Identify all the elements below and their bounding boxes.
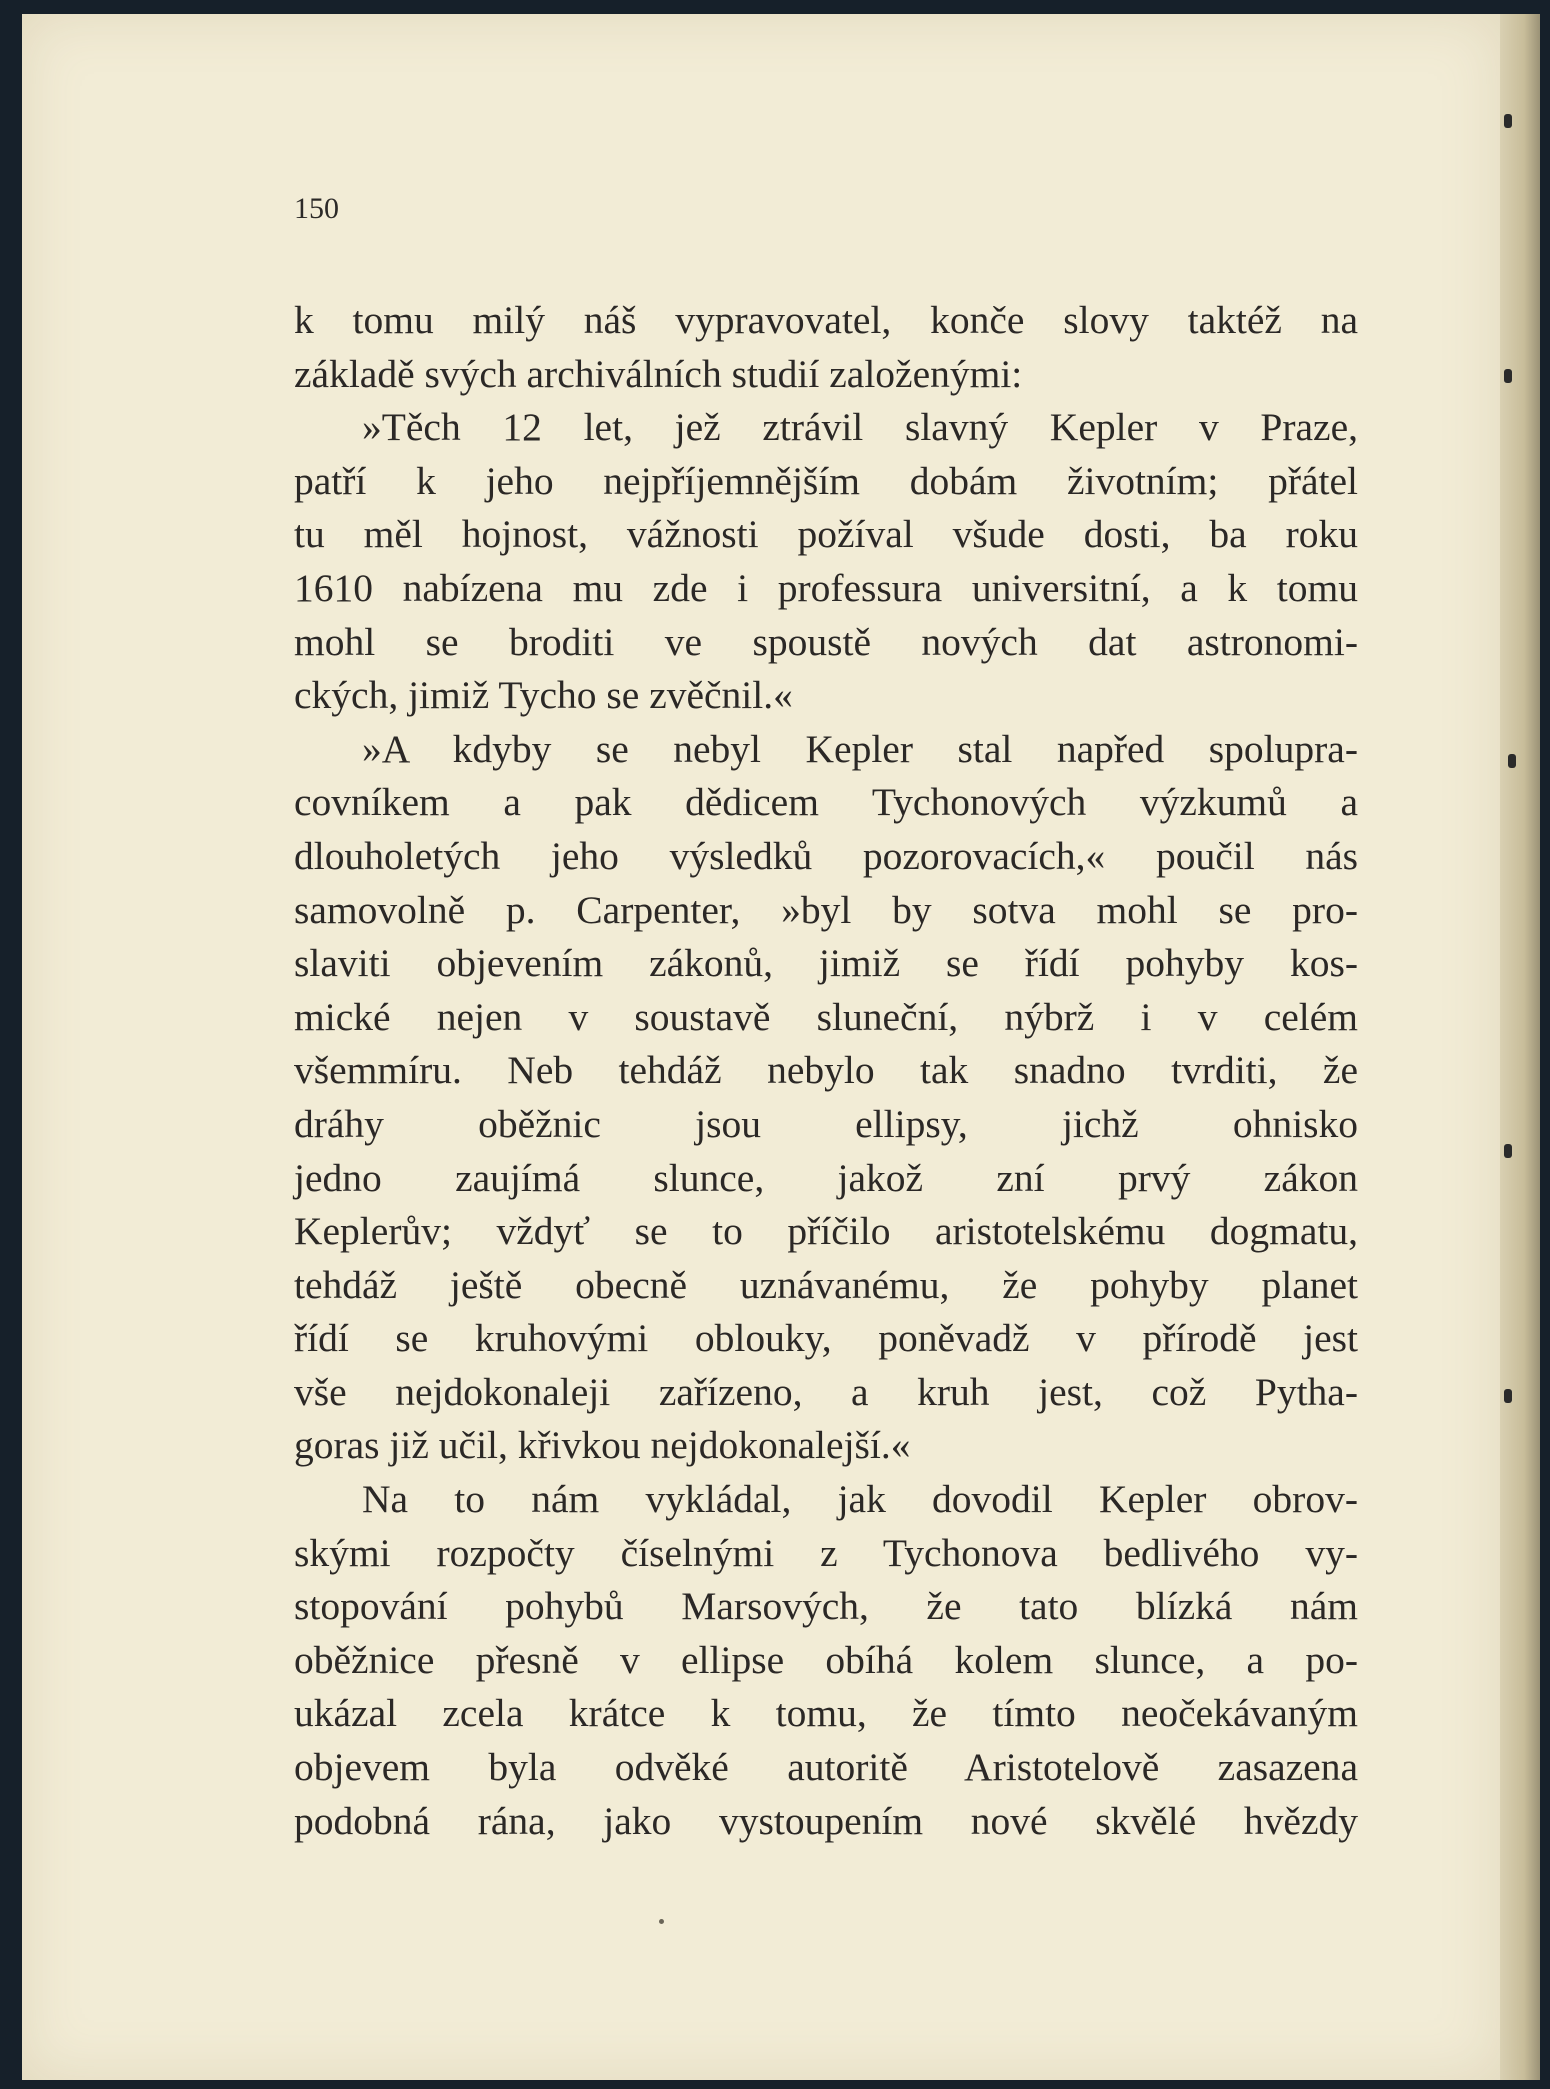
paper-speck: [659, 1919, 664, 1924]
text-line: vše nejdokonaleji zařízeno, a kruh jest, což Pytha-: [294, 1369, 1358, 1414]
text-line: oběžnice přesně v ellipse obíhá kolem slunce, a po-: [294, 1637, 1358, 1682]
text-line: covníkem a pak dědicem Tychonových výzkumů a: [294, 780, 1358, 825]
page-number: 150: [294, 192, 339, 225]
text-line: »Těch 12 let, jež ztrávil slavný Kepler v Praze,: [362, 405, 1358, 450]
edge-mark: [1504, 1389, 1512, 1403]
text-line: skými rozpočty číselnými z Tychonova bedlivého vy-: [294, 1530, 1358, 1575]
text-line: stopování pohybů Marsových, že tato blízká nám: [294, 1584, 1358, 1629]
text-line: ckých, jimiž Tycho se zvěčnil.«: [294, 673, 793, 718]
text-line: slaviti objevením zákonů, jimiž se řídí pohyby kos-: [294, 941, 1358, 986]
text-line: Keplerův; vždyť se to příčilo aristotelskému dogmatu,: [294, 1209, 1358, 1254]
edge-mark: [1508, 754, 1516, 768]
book-page: [22, 14, 1500, 2080]
text-line: řídí se kruhovými oblouky, poněvadž v přírodě jest: [294, 1316, 1358, 1361]
text-line: Na to nám vykládal, jak dovodil Kepler obrov-: [362, 1477, 1358, 1522]
text-line: dlouholetých jeho výsledků pozorovacích,« poučil nás: [294, 833, 1358, 878]
edge-mark: [1504, 369, 1512, 383]
text-line: objevem byla odvěké autoritě Aristotelově zasazena: [294, 1745, 1358, 1790]
text-line: tu měl hojnost, vážnosti požíval všude dosti, ba roku: [294, 512, 1358, 557]
text-line: patří k jeho nejpříjemnějším dobám životním; přátel: [294, 458, 1358, 503]
text-line: 1610 nabízena mu zde i professura universitní, a k tomu: [294, 565, 1358, 610]
edge-mark: [1504, 1144, 1512, 1158]
text-line: tehdáž ještě obecně uznávanému, že pohyby planet: [294, 1262, 1358, 1307]
text-line: mické nejen v soustavě sluneční, nýbrž i v celém: [294, 994, 1358, 1039]
text-line: k tomu milý náš vypravovatel, konče slovy taktéž na: [294, 298, 1358, 342]
body-text: [294, 294, 1358, 1848]
edge-mark: [1504, 114, 1512, 128]
text-line: podobná rána, jako vystoupením nové skvělé hvězdy: [294, 1798, 1358, 1843]
text-line: jedno zaujímá slunce, jakož zní prvý zákon: [294, 1155, 1358, 1200]
text-line: dráhy oběžnic jsou ellipsy, jichž ohnisko: [294, 1101, 1358, 1146]
text-line: goras již učil, křivkou nejdokonalejší.«: [294, 1423, 911, 1468]
text-line: základě svých archiválních studií založenými:: [294, 351, 1023, 396]
text-line: mohl se broditi ve spoustě nových dat astronomi-: [294, 619, 1358, 664]
text-line: všemmíru. Neb tehdáž nebylo tak snadno tvrditi, že: [294, 1048, 1358, 1093]
text-line: ukázal zcela krátce k tomu, že tímto neočekávaným: [294, 1691, 1358, 1736]
page-edge-gutter: [1500, 14, 1540, 2080]
text-line: »A kdyby se nebyl Kepler stal napřed spolupra-: [362, 726, 1358, 771]
text-line: samovolně p. Carpenter, »byl by sotva mohl se pro-: [294, 887, 1358, 932]
